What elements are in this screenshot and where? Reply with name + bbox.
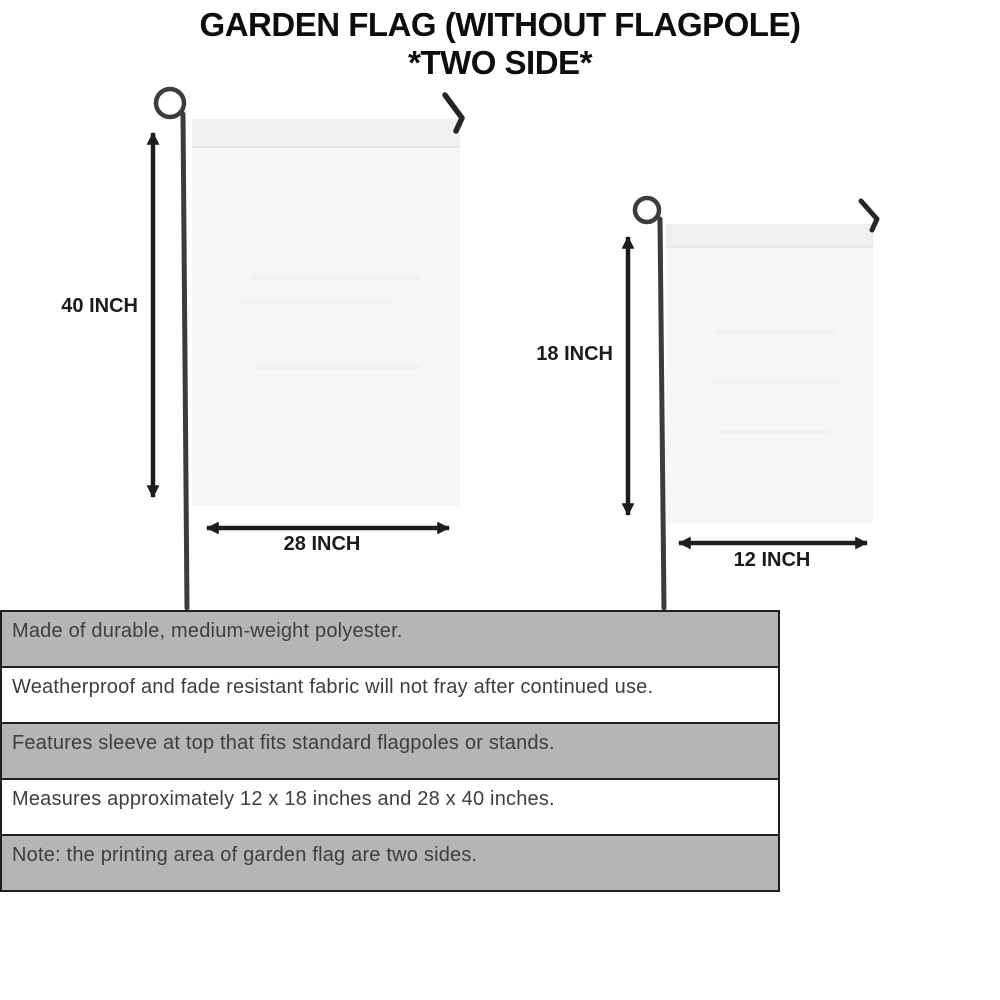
wrinkle	[250, 275, 420, 280]
flag-canvas	[192, 119, 460, 506]
page-subtitle: *TWO SIDE*	[408, 44, 592, 81]
wrinkle	[255, 365, 420, 370]
spec-row: Measures approximately 12 x 18 inches and 28 x 40 inches.	[0, 778, 780, 836]
flag-pole	[660, 219, 664, 608]
flag-pole	[183, 114, 187, 608]
large-flag-diagram	[153, 89, 462, 608]
flag-canvas	[666, 224, 873, 523]
width-label-small: 12 INCH	[733, 549, 811, 571]
spec-row: Note: the printing area of garden flag are two sides.	[0, 834, 780, 892]
spec-row: Weatherproof and fade resistant fabric will not fray after continued use.	[0, 666, 780, 724]
wrinkle	[240, 300, 390, 305]
page-title: GARDEN FLAG (WITHOUT FLAGPOLE)	[199, 6, 801, 43]
height-label-small: 18 INCH	[536, 343, 613, 365]
spec-row: Features sleeve at top that fits standard flagpoles or stands.	[0, 722, 780, 780]
wrinkle	[715, 330, 835, 334]
small-flag-diagram	[628, 198, 877, 608]
pole-loop	[635, 198, 659, 222]
pole-loop	[156, 89, 184, 117]
width-label-large: 28 INCH	[283, 533, 361, 555]
wrinkle	[720, 430, 830, 434]
height-label-large: 40 INCH	[61, 295, 138, 317]
flag-sleeve	[666, 224, 873, 247]
flag-sleeve	[192, 119, 460, 147]
spec-table	[0, 610, 780, 892]
spec-row: Made of durable, medium-weight polyester.	[0, 610, 780, 668]
wrinkle	[710, 380, 840, 384]
